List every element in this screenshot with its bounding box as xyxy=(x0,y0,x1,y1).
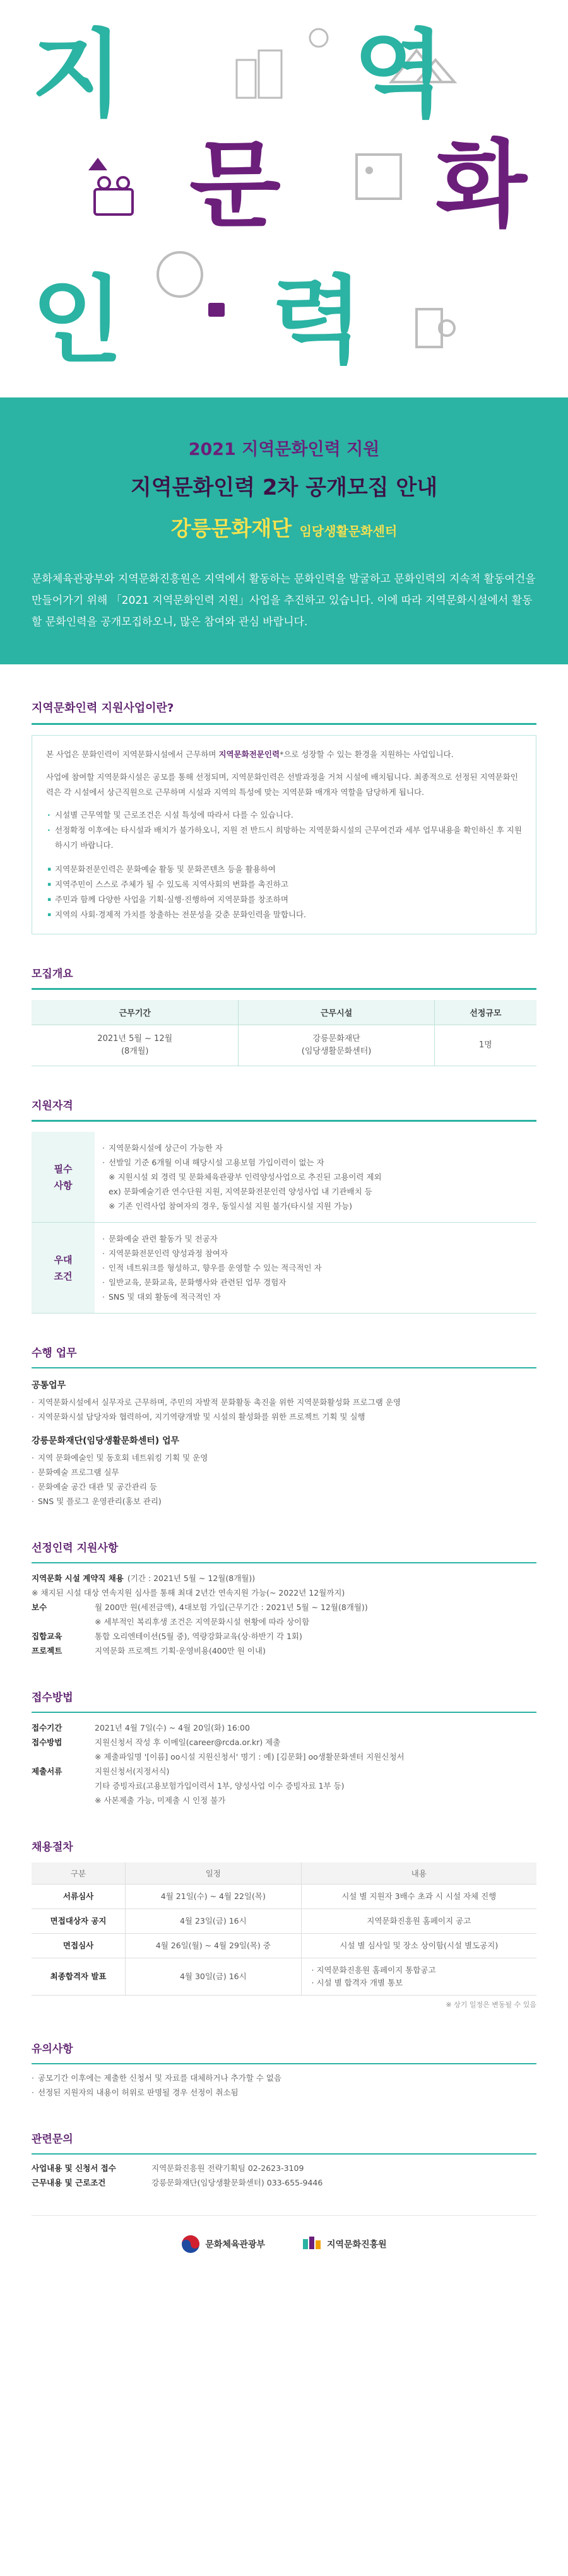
recruit-count: 1명 xyxy=(434,1025,536,1066)
about-divider xyxy=(32,723,536,725)
duty-common-list xyxy=(32,1395,536,1424)
table-row: 최종합격자 발표 4월 30일(금) 16시 · 지역문화진흥원 홈페이지 통합공고 · 시설 별 합격자 개별 통보 xyxy=(32,1958,536,1996)
contact-title: 관련문의 xyxy=(32,2133,73,2146)
process-table xyxy=(32,1862,536,1996)
support-section xyxy=(32,1539,536,1658)
process-title: 채용절차 xyxy=(32,1841,73,1854)
recruit-divider xyxy=(32,988,536,990)
org-sub: 임당생활문화센터 xyxy=(299,524,398,539)
support-title: 선정인력 지원사항 xyxy=(32,1542,119,1555)
about-notes xyxy=(46,808,522,853)
recruit-period: 2021년 5월 ~ 12월 (8개월) xyxy=(32,1025,239,1066)
qual-required-label: 필수 사항 xyxy=(32,1132,95,1223)
recruit-header: 근무기간 xyxy=(32,1000,239,1025)
hero-char-1: 지 xyxy=(32,20,123,130)
decor-circle-icon xyxy=(310,29,328,47)
about-roles xyxy=(46,862,522,922)
picture-frame-icon xyxy=(357,155,401,199)
support-row: ※ 채지된 시설 대상 연속지원 심사를 통해 최대 2년간 연속지원 가능(~ 2022년 12월까지) xyxy=(32,1588,345,1597)
qual-divider xyxy=(32,1120,536,1122)
recruit-section xyxy=(32,965,536,1066)
intro-text: 문화체육관광부와 지역문화진흥원은 지역에서 활동하는 문화인력을 발굴하고 문화인력의 지속적 활동여건을 만들어가기 위해 「2021 지역문화인력 지원」사업을 추진하고 있습니다. 이에 따라 지역문화시설에서 활동할 문화인력을 공개모집하오니, 많은 참여와 관심 바랍니다. xyxy=(32,573,536,628)
apply-row: 기타 증빙자료(고용보험가입이력서 1부, 양성사업 이수 증빙자료 1부 등) xyxy=(95,1781,345,1791)
list-item: · 지역문화시설 담당자와 협력하여, 지기역량개발 및 시설의 활성화를 위한 프로젝트 기획 및 실행 xyxy=(32,1409,536,1424)
apply-title: 접수방법 xyxy=(32,1691,73,1704)
apply-row: ※ 사본제출 가능, 미제출 시 인정 불가 xyxy=(95,1796,226,1805)
main-title: 지역문화인력 2차 공개모집 안내 xyxy=(130,475,438,500)
table-row: 면접대상자 공지 4월 23일(금) 16시 지역문화진흥원 홈페이지 공고 xyxy=(32,1909,536,1934)
about-title: 지역문화인력 지원사업이란? xyxy=(32,702,174,715)
org-name: 강릉문화재단 xyxy=(170,516,292,541)
recruit-facility: 강릉문화재단 (임당생활문화센터) xyxy=(239,1025,434,1066)
caution-list xyxy=(32,2071,536,2100)
caution-divider xyxy=(32,2063,536,2064)
logo-ministry: 문화체육관광부 xyxy=(181,2235,265,2254)
list-item: · SNS 및 대외 활동에 적극적인 자 xyxy=(102,1290,529,1304)
process-section xyxy=(32,1838,536,2009)
list-item: · 선발일 기준 6개월 이내 해당시설 고용보험 가입이력이 없는 자 xyxy=(102,1155,529,1170)
list-item: · 일반교육, 문화교육, 문화행사와 관련된 업무 경험자 xyxy=(102,1275,529,1290)
contact-section xyxy=(32,2130,536,2190)
support-row: 보수 월 200만 원(세전금액), 4대보험 가입(근무기간 : 2021년 5월 ~ 12월(8개월)) xyxy=(32,1603,368,1612)
table-row: 면접심사 4월 26일(월) ~ 4월 29일(목) 중 시설 별 심사일 및 장소 상이함(시설 별도공지) xyxy=(32,1934,536,1958)
about-note: · 선정확정 이후에는 타시설과 배치가 불가하오니, 지원 전 반드시 희망하는 지역문화시설의 근무여건과 세부 업무내용을 확인하신 후 지원하시기 바랍니다. xyxy=(46,823,522,853)
contact-row: 사업내용 및 신청서 접수 지역문화진흥원 전략기획팀 02-2623-3109 xyxy=(32,2163,304,2173)
about-role: ▪ 주민과 함께 다양한 사업을 기획·실행·진행하여 지역문화를 창조하며 xyxy=(46,892,522,907)
caution-title: 유의사항 xyxy=(32,2043,73,2056)
list-item: ※ 기존 인력사업 참여자의 경우, 동일시설 지원 불가(타시설 지원 가능) xyxy=(109,1201,352,1211)
support-row: 지역문화 시설 계약직 채용 (기간 : 2021년 5월 ~ 12월(8개월)) xyxy=(32,1573,256,1583)
org-line xyxy=(32,512,536,542)
qual-pref-label: 우대 조건 xyxy=(32,1223,95,1314)
apply-row: 접수방법 지원신청서 작성 후 이메일(career@rcda.or.kr) 제출 xyxy=(32,1738,281,1747)
building-icon xyxy=(237,60,256,98)
apply-row: 제출서류 지원신청서(지정서식) xyxy=(32,1767,170,1776)
about-p1: 본 사업은 문화인력이 지역문화시설에서 근무하며 지역문화전문인력*으로 성장할 수 있는 환경을 지원하는 사업입니다. xyxy=(46,750,454,759)
qual-title: 지원자격 xyxy=(32,1100,73,1112)
support-divider xyxy=(32,1562,536,1563)
list-item: · 공모기간 이후에는 제출한 신청서 및 자료를 대체하거나 추가할 수 없음 xyxy=(32,2071,536,2085)
process-note: ※ 상기 일정은 변동될 수 있음 xyxy=(446,2001,536,2009)
camera-icon xyxy=(95,189,133,215)
apply-section xyxy=(32,1688,536,1808)
duty-title: 수행 업무 xyxy=(32,1347,77,1360)
process-header: 내용 xyxy=(301,1862,536,1885)
about-role: ▪ 지역의 사회·경제적 가치를 창출하는 전문성을 갖춘 문화인력을 말합니다. xyxy=(46,907,522,922)
person-icon xyxy=(158,252,202,297)
caution-section xyxy=(32,2040,536,2100)
duty-facility-list xyxy=(32,1450,536,1509)
year-title: 2021 지역문화인력 지원 xyxy=(188,440,380,459)
hero-char-5: 인 xyxy=(32,266,123,376)
title-section xyxy=(0,397,568,664)
building-tall-icon xyxy=(259,50,281,98)
duty-divider xyxy=(32,1367,536,1368)
taegeuk-icon xyxy=(181,2235,200,2254)
list-item: · 선정된 지원자의 내용이 허위로 판명될 경우 선정이 취소됨 xyxy=(32,2085,536,2100)
hero-banner xyxy=(0,0,568,397)
about-p2: 사업에 참여할 지역문화시설은 공모를 통해 선정되며, 지역문화인력은 선발과정을 거쳐 시설에 배치됩니다. 최종적으로 선정된 지역문화인력은 각 시설에서 상근직원으로 근무하며 시설과 지역의 특성에 맞는 지역문화 매개자 역할을 담당하게 됩니다. xyxy=(46,772,518,797)
camera-reel-2-icon xyxy=(117,177,129,189)
apply-row: ※ 제출파일명 '[이름] oo시설 지원신청서' 명기 : 예) [김문화] oo생활문화센터 지원신청서 xyxy=(95,1752,405,1761)
content xyxy=(0,664,568,2304)
duty-common-title: 공통업무 xyxy=(32,1380,66,1391)
hero-char-6: 력 xyxy=(271,266,363,376)
list-item: · 문화예술 프로그램 실무 xyxy=(32,1465,536,1479)
recruit-header: 선정규모 xyxy=(434,1000,536,1025)
apply-divider xyxy=(32,1712,536,1713)
about-role: ▪ 지역주민이 스스로 주체가 될 수 있도록 지역사회의 변화를 촉진하고 xyxy=(46,877,522,892)
contact-divider xyxy=(32,2153,536,2155)
process-header: 일정 xyxy=(126,1862,301,1885)
table-row: 서류심사 4월 21일(수) ~ 4월 22일(목) 시설 별 지원자 3배수 초과 시 시설 자체 진행 xyxy=(32,1885,536,1909)
list-item: · 문화예술 공간 대관 및 공간관리 등 xyxy=(32,1479,536,1494)
hero-char-2: 역 xyxy=(353,20,445,130)
support-row: 집합교육 통합 오리엔테이션(5월 중), 역량강화교육(상·하반기 각 1회) xyxy=(32,1632,302,1641)
rcda-logo-icon xyxy=(303,2237,322,2252)
qual-pref-list xyxy=(102,1232,529,1304)
qual-table xyxy=(32,1132,536,1314)
about-box xyxy=(32,735,536,934)
table-row xyxy=(32,1132,536,1223)
qual-section xyxy=(32,1097,536,1314)
list-item: · 문화예술 관련 활동가 및 전공자 xyxy=(102,1232,529,1246)
list-item: · 지역 문화예술인 및 동호회 네트워킹 기획 및 운영 xyxy=(32,1450,536,1465)
list-item: ex) 문화예술기관 연수단원 지원, 지역문화전문인력 양성사업 내 기관배치 등 xyxy=(109,1187,372,1196)
support-row: 프로젝트 지역문화 프로젝트 기획·운영비용(400만 원 이내) xyxy=(32,1646,266,1656)
contact-row: 근무내용 및 근로조건 강릉문화재단(임당생활문화센터) 033-655-9446 xyxy=(32,2178,323,2187)
support-row: ※ 세부적인 복리후생 조건은 지역문화시설 현황에 따라 상이함 xyxy=(95,1617,310,1626)
picture-sun-icon xyxy=(365,167,373,174)
list-item: · 지역문화전문인력 양성과정 참여자 xyxy=(102,1246,529,1261)
process-header: 구분 xyxy=(32,1862,126,1885)
logo-rcda: 지역문화진흥원 xyxy=(303,2237,387,2252)
about-role: ▪ 지역문화전문인력은 문화예술 활동 및 문화콘텐츠 등을 활용하여 xyxy=(46,862,522,877)
hero-char-3: 문 xyxy=(189,131,281,240)
about-note: · 시설별 근무역할 및 근로조건은 시설 특성에 따라서 다를 수 있습니다. xyxy=(46,808,522,823)
list-item: · 지역문화시설에 상근이 가능한 자 xyxy=(102,1141,529,1155)
about-section xyxy=(32,699,536,934)
duty-facility-title: 강릉문화재단(임당생활문화센터) 업무 xyxy=(32,1436,180,1446)
qual-required-list xyxy=(102,1141,529,1213)
list-item: · SNS 및 플로그 운영관리(홍보 관리) xyxy=(32,1494,536,1509)
duty-section xyxy=(32,1344,536,1509)
recruit-header: 근무시설 xyxy=(239,1000,434,1025)
speech-bubble-icon xyxy=(208,303,225,317)
footer xyxy=(32,2215,536,2279)
list-item: · 지역문화시설에서 실무자로 근무하며, 주민의 자발적 문화활동 촉진을 위한 지역문화활성화 프로그램 운영 xyxy=(32,1395,536,1409)
list-item: · 인적 네트워크를 형성하고, 향우를 운영할 수 있는 적극적인 자 xyxy=(102,1261,529,1275)
star-icon xyxy=(88,158,107,170)
hero-char-4: 화 xyxy=(435,131,527,240)
hero-illustration xyxy=(0,0,568,397)
recruit-table xyxy=(32,1000,536,1066)
list-item: ※ 지원시설 외 경력 및 문화체육관광부 인력양성사업으로 추진된 고용이력 제외 xyxy=(109,1172,382,1182)
table-row xyxy=(32,1223,536,1314)
table-row xyxy=(32,1025,536,1066)
recruit-title: 모집개요 xyxy=(32,968,73,980)
camera-reel-icon xyxy=(98,177,110,189)
apply-row: 접수기간 2021년 4월 7일(수) ~ 4월 20일(화) 16:00 xyxy=(32,1723,250,1732)
